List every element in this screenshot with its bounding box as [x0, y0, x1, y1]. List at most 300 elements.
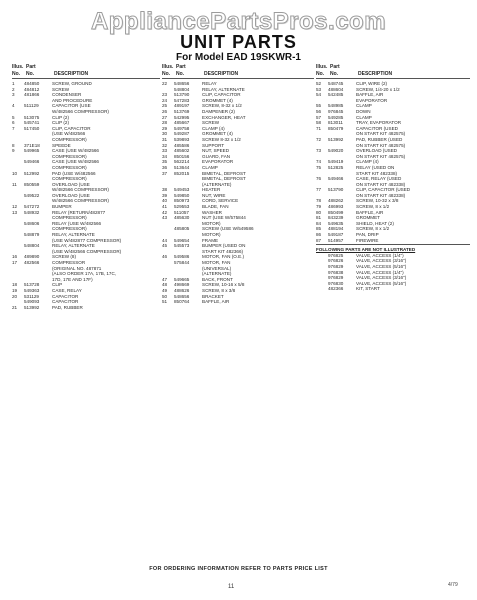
illus-number: 29	[162, 125, 168, 131]
parts-row	[316, 286, 470, 292]
part-description: DOWN	[356, 108, 371, 114]
part-number: 549466	[328, 176, 344, 182]
part-description: BAFFLE, AIR	[356, 92, 384, 98]
part-number: 539893	[174, 136, 190, 142]
part-number: 512992	[24, 170, 40, 176]
part-description: CLIP, CAPACITOR	[52, 125, 91, 131]
part-description: CORD, SERVICE	[202, 198, 239, 204]
illus-number: 73	[316, 148, 322, 154]
part-description: COMPRESSOR)	[52, 226, 87, 232]
illus-number: 48	[162, 282, 168, 288]
part-description: RELAY (USE W/482566	[52, 220, 102, 226]
part-number: 485805	[174, 226, 190, 232]
part-description: SCREW, 10-32 x 3/8	[356, 198, 399, 204]
header-part: Part	[176, 64, 186, 70]
part-number: 486993	[328, 204, 344, 210]
part-number: 485630	[174, 215, 190, 221]
part-description: W/482566 COMPRESSOR)	[52, 198, 109, 204]
illus-number: 40	[162, 198, 168, 204]
part-number: 976845	[328, 108, 344, 114]
illus-number: 9	[12, 148, 15, 154]
illus-number: 52	[316, 81, 322, 86]
illus-number: 11	[12, 181, 17, 187]
part-description: OVERLOAD (USE	[52, 181, 90, 187]
parts-list	[12, 81, 160, 310]
part-description: SCREW (8)	[52, 254, 76, 260]
part-description: ON START KIT 482575)	[356, 142, 406, 148]
header-illus: Illus.	[162, 64, 174, 70]
part-description: SCREW, 8 x 1/2	[356, 226, 390, 232]
part-description: CASE (USE W/482566	[52, 148, 99, 154]
illus-number: 51	[162, 299, 168, 305]
part-number: 514957	[328, 237, 344, 243]
part-number: 488604	[328, 86, 344, 92]
part-description: SCREW (USE W/549586	[202, 226, 254, 232]
watermark-logo: AppliancePartsPros.com	[90, 8, 387, 35]
part-number: 481866	[24, 92, 40, 98]
illus-number: 22	[162, 81, 168, 86]
part-description: BLADE, FAN	[202, 204, 229, 210]
header-part-no: No.	[330, 71, 339, 77]
part-description: COMPRESSOR	[52, 260, 86, 265]
illus-number: 3	[12, 92, 15, 98]
part-description: CASE, RELAY (USED	[356, 176, 402, 182]
illus-number: 13	[12, 209, 18, 215]
part-description: TRAY, EVAPORATOR	[356, 120, 402, 126]
part-description: FIREWIRE	[356, 237, 379, 243]
part-description: CAPACITOR (USE	[52, 103, 91, 109]
part-number: 547283	[174, 97, 190, 103]
part-description: CLIP (2)	[52, 120, 70, 126]
illus-number: 31	[162, 136, 168, 142]
part-description: NUT (USE W/575844	[202, 215, 246, 221]
part-description: SCREW, 8 x 1/2	[356, 204, 390, 210]
part-number: 547272	[24, 204, 40, 210]
part-description: CAPACITOR (USED	[356, 125, 398, 131]
part-description: PAN, DRIP	[356, 232, 379, 238]
header-description: DESCRIPTION	[358, 71, 393, 77]
part-description: (UNIVERSAL)	[202, 265, 232, 271]
part-description: RELAY, ALTERNATE	[52, 232, 95, 238]
part-number: 545573	[174, 243, 190, 249]
illus-number: 47	[162, 276, 168, 282]
part-number: 549635	[328, 220, 344, 226]
part-description: RELAY	[202, 81, 217, 86]
part-number: 545741	[24, 120, 40, 126]
part-number: 549285	[328, 114, 344, 120]
illus-number: 2	[12, 86, 15, 92]
part-number: 976829	[328, 275, 344, 281]
part-number: 511057	[174, 209, 189, 215]
part-description: VALVE, ACCESS (3/16")	[356, 275, 407, 281]
header-illus: Illus.	[316, 64, 328, 70]
part-number: 513790	[174, 92, 190, 98]
part-description: NUT, SPEED	[202, 148, 230, 154]
illus-number: 26	[162, 108, 168, 114]
part-description: KIT, START	[356, 286, 380, 292]
part-number: 513790	[328, 187, 344, 193]
illus-number: 6	[12, 120, 15, 126]
part-description: VALVE, ACCESS (3/16")	[356, 258, 407, 264]
part-number: 531129	[24, 293, 39, 299]
column-header	[316, 62, 470, 79]
illus-number: 41	[162, 204, 168, 210]
part-number: 488194	[328, 226, 344, 232]
illus-number: 7	[12, 125, 15, 131]
parts-list	[316, 81, 470, 243]
part-description: (USE W/482566 COMPRESSOR)	[52, 248, 122, 254]
part-description: PAD (USE W/482566	[52, 170, 96, 176]
illus-number: 56	[316, 108, 322, 114]
illus-number: 4	[12, 103, 15, 109]
part-description: FRAME	[202, 237, 219, 243]
illus-number: 80	[316, 209, 322, 215]
part-number: 549965	[24, 148, 40, 154]
illus-number: 20	[12, 293, 18, 299]
illus-number: 18	[12, 282, 18, 288]
illus-number: 46	[162, 254, 168, 260]
header-illus: Illus.	[12, 64, 24, 70]
illus-number: 71	[316, 125, 322, 131]
part-number: 549093	[24, 299, 40, 305]
parts-row	[162, 299, 314, 305]
part-description: OVERLOAD (USED	[356, 148, 398, 154]
header-description: DESCRIPTION	[204, 71, 239, 77]
illus-number: 54	[316, 92, 322, 98]
part-description: CASE (USE W/482566	[52, 159, 99, 165]
part-description: (ALSO ORDER 17A, 17B, 17C,	[52, 271, 117, 277]
part-description: GROMMET	[356, 215, 380, 221]
illus-number: 33	[162, 148, 168, 154]
part-number: 513075	[24, 114, 40, 120]
part-description: SCREW, GROUND	[52, 81, 92, 86]
part-number: 549363	[24, 287, 40, 293]
part-description: GROMMET (4)	[202, 131, 233, 137]
part-number: 548606	[24, 220, 40, 226]
header-no: No.	[12, 71, 21, 77]
part-description: MOTOR)	[202, 232, 221, 238]
part-description: PAD, RUBBER	[52, 304, 83, 310]
part-description: RELAY (RETURN/482877	[52, 209, 106, 215]
part-description: CLIP (2)	[52, 114, 70, 120]
part-number: 976838	[328, 269, 344, 275]
page-code: 4/79	[448, 582, 458, 588]
part-description: COMPRESSOR)	[52, 153, 87, 159]
part-description: SUPPORT	[202, 142, 225, 148]
column-header	[12, 62, 160, 79]
part-number: 513992	[328, 136, 344, 142]
ordering-note: FOR ORDERING INFORMATION REFER TO PARTS PRICE LIST	[149, 566, 328, 572]
part-description: W/482566 COMPRESSOR)	[52, 108, 109, 114]
illus-number: 72	[316, 136, 322, 142]
part-description: CLAMP	[356, 103, 372, 109]
illus-number: 76	[316, 176, 322, 182]
part-description: WASHER	[202, 209, 222, 215]
part-number: 498669	[174, 282, 190, 288]
illus-number: 85	[316, 226, 322, 232]
header-description: DESCRIPTION	[54, 71, 89, 77]
part-description: COMPRESSOR)	[52, 164, 87, 170]
header-no: No.	[316, 71, 325, 77]
section-divider	[316, 244, 470, 245]
illus-number: 39	[162, 192, 168, 198]
illus-number: 86	[316, 232, 322, 238]
part-description: CLIP	[52, 282, 63, 288]
part-description: BIMETAL, DEFROST	[202, 170, 246, 176]
part-number: 549586	[174, 254, 190, 260]
illus-number: 36	[162, 164, 168, 170]
illus-number: 75	[316, 164, 322, 170]
illus-number: 35	[162, 159, 168, 165]
part-number: 511129	[24, 103, 39, 109]
part-description: VALVE, ACCESS (1/4")	[356, 252, 404, 258]
part-number: 549850	[174, 192, 190, 198]
illus-number: 19	[12, 287, 18, 293]
illus-number: 55	[316, 103, 322, 109]
part-description: SCREW 8-32 x 1/2	[202, 136, 241, 142]
part-number: 549419	[328, 159, 344, 165]
part-description: (ALTERNATE)	[202, 271, 232, 277]
not-illustrated-heading: FOLLOWING PARTS ARE NOT ILLUSTRATED	[316, 247, 416, 253]
part-number: 513992	[24, 304, 40, 310]
part-description: SCREW, 8 x 3/8	[202, 287, 236, 293]
illus-number: 24	[162, 97, 168, 103]
part-description: BACK, FRONT	[202, 276, 233, 282]
illus-number: 38	[162, 187, 168, 193]
part-description: CLAMP (4)	[356, 159, 379, 165]
part-description: RELAY, ALTERNATE	[52, 243, 95, 249]
part-description: VALVE, ACCESS (5/16")	[356, 280, 407, 286]
illus-number: 77	[316, 187, 322, 193]
part-number: 549287	[174, 131, 190, 137]
part-number: 548879	[24, 232, 40, 238]
part-description: CONDENSER	[52, 92, 82, 98]
parts-column-2	[162, 62, 314, 562]
part-number: 489197	[174, 103, 190, 109]
part-number: 548985	[328, 103, 344, 109]
part-description: CAPACITOR	[52, 293, 79, 299]
part-number: 852015	[174, 170, 190, 176]
part-number: 517450	[24, 125, 40, 131]
illus-number: 30	[162, 131, 168, 137]
part-description: OVERLOAD (USE	[52, 192, 90, 198]
part-number: 850479	[328, 125, 344, 131]
illus-number: 32	[162, 142, 168, 148]
part-description: ON START KIT 482338)	[356, 192, 406, 198]
part-description: SHIELD, HEAT (2)	[356, 220, 394, 226]
part-number: 548656	[174, 81, 190, 86]
illus-number	[316, 286, 328, 292]
part-number: 549654	[174, 237, 190, 243]
illus-number: 10	[12, 170, 18, 176]
header-part: Part	[330, 64, 340, 70]
part-number: 489890	[24, 254, 40, 260]
part-number: 562214	[174, 159, 190, 165]
illus-number: 16	[12, 254, 18, 260]
part-number: 850764	[174, 299, 190, 305]
part-description: CLAMP	[356, 114, 372, 120]
page-title: UNIT PARTS	[180, 32, 297, 52]
parts-column-3	[316, 62, 470, 562]
part-description: EVAPORATOR	[202, 159, 234, 165]
part-description: W/482566 COMPRESSOR)	[52, 187, 109, 193]
part-description: START KIT 482338)	[356, 170, 398, 176]
part-description: CLIP, CAPACITOR	[202, 92, 241, 98]
part-description: BAFFLE, AIR	[356, 209, 384, 215]
illus-number: 58	[316, 120, 322, 126]
header-part: Part	[26, 64, 36, 70]
part-number: 548932	[24, 209, 40, 215]
illus-number: 25	[162, 103, 168, 109]
part-description: SCREW, 1/4-20 x 1/2	[356, 86, 400, 92]
illus-number: 74	[316, 159, 322, 165]
part-number: 482366	[328, 286, 344, 292]
part-number: 549665	[174, 276, 190, 282]
part-number: 484812	[24, 86, 40, 92]
illus-number: 81	[316, 215, 322, 221]
illus-number: 21	[12, 304, 18, 310]
part-number: 371E18	[24, 142, 40, 148]
part-number: 548656	[174, 293, 190, 299]
part-number: 488626	[174, 287, 190, 293]
part-number: 976830	[328, 280, 344, 286]
part-description: CAPACITOR	[52, 299, 79, 305]
part-number: 850156	[174, 153, 190, 159]
part-number: 485586	[174, 142, 190, 148]
illus-number: 28	[162, 120, 168, 126]
part-description: GUARD, FAN	[202, 153, 231, 159]
illus-number: 57	[316, 114, 322, 120]
part-number: 813011	[328, 120, 343, 126]
part-number: 513769	[174, 108, 190, 114]
illus-number: 50	[162, 293, 168, 299]
illus-number: 79	[316, 204, 322, 210]
parts-columns	[12, 62, 470, 562]
illus-number: 49	[162, 287, 168, 293]
part-number: 513644	[174, 164, 190, 170]
part-number: 575844	[174, 260, 190, 265]
part-number: 549466	[24, 159, 40, 165]
part-description: MOTOR)	[202, 220, 221, 226]
part-number: 485667	[174, 120, 190, 126]
part-description: PAD, RUBBER (USED	[356, 136, 403, 142]
parts-row	[316, 238, 470, 244]
not-illustrated-list	[316, 253, 470, 292]
part-description: SPEEDE	[52, 142, 71, 148]
part-number: 850973	[174, 198, 190, 204]
part-description: BAFFLE, AIR	[202, 299, 230, 305]
parts-list	[162, 81, 314, 305]
part-description: CLAMP	[202, 164, 218, 170]
illus-number: 34	[162, 153, 168, 159]
part-description: COMPRESSOR)	[52, 176, 87, 182]
part-description: (USE W/482566	[52, 131, 86, 137]
part-number: 488262	[328, 198, 344, 204]
part-number: 850559	[24, 181, 40, 187]
part-number: 482566	[24, 260, 40, 265]
part-description: CLIP, WIRE (2)	[356, 81, 388, 86]
header-no: No.	[162, 71, 171, 77]
part-description: (ORIGINAL NO. 487871	[52, 265, 102, 271]
part-number: 485602	[174, 148, 190, 154]
part-description: BIMETAL, DEFROST	[202, 176, 246, 182]
part-number: 549187	[328, 232, 344, 238]
illus-number: 44	[162, 237, 168, 243]
illus-number: 87	[316, 237, 322, 243]
part-number: 549758	[174, 125, 190, 131]
part-number: 843239	[328, 215, 344, 221]
part-description: BUMPER (USED ON	[202, 243, 246, 249]
page-number: 11	[228, 584, 235, 590]
illus-number: 1	[12, 81, 15, 86]
part-description: MOTOR, FAN	[202, 260, 231, 265]
illus-number: 45	[162, 243, 168, 249]
part-description: SCREW	[202, 120, 220, 126]
part-number: 976826	[328, 258, 344, 264]
parts-column-1	[12, 62, 160, 562]
part-number: 512825	[328, 164, 344, 170]
part-number: 513728	[24, 282, 40, 288]
part-number: 548804	[24, 243, 40, 249]
part-number: 549020	[328, 148, 344, 154]
part-description: GROMMET (4)	[202, 97, 233, 103]
part-number: 548745	[328, 81, 344, 86]
part-description: (ALTERNATE)	[202, 181, 232, 187]
part-description: MOTOR, FAN (O.E.)	[202, 254, 245, 260]
illus-number: 37	[162, 170, 168, 176]
part-description: RELAY (USED ON	[356, 164, 395, 170]
illus-number: 17	[12, 260, 18, 265]
column-header	[162, 62, 314, 79]
part-number: 542995	[174, 114, 190, 120]
part-description: SCREW	[52, 86, 70, 92]
part-description: COMPRESSOR)	[52, 136, 87, 142]
part-description: (USE W/482877 COMPRESSOR)	[52, 237, 122, 243]
part-description: HEATER	[202, 187, 221, 193]
header-part-no: No.	[26, 71, 35, 77]
part-description: EXCHANGER, HEAT	[202, 114, 246, 120]
part-description: START KIT 482366)	[202, 248, 244, 254]
part-description: AND PROCEDURE	[52, 97, 93, 103]
part-description: DAMPENER (2)	[202, 108, 235, 114]
part-description: BRACKET	[202, 293, 224, 299]
part-number: 529553	[174, 204, 190, 210]
part-description: ON START KIT 482575)	[356, 153, 406, 159]
part-number: 976825	[328, 252, 344, 258]
illus-number: 84	[316, 220, 322, 226]
illus-number: 5	[12, 114, 15, 120]
part-number: 542485	[328, 92, 344, 98]
part-number: 976829	[328, 264, 344, 269]
illus-number: 8	[12, 142, 15, 148]
part-number: 484850	[24, 81, 40, 86]
part-description: VALVE, ACCESS (5/16")	[356, 264, 407, 269]
part-description: VALVE, ACCESS (1/4")	[356, 269, 404, 275]
part-description: BUMPER	[52, 204, 72, 210]
part-description: SCREW, 8-32 x 1/2	[202, 103, 242, 109]
part-number: 850499	[328, 209, 344, 215]
part-description: COMPRESSOR)	[52, 215, 87, 221]
part-description: SCREW, 10-16 x 5/8	[202, 282, 245, 288]
illus-number: 78	[316, 198, 322, 204]
model-subtitle: For Model EAD 19SKWR-1	[175, 52, 301, 63]
illus-number: 23	[162, 92, 168, 98]
part-description: ON START KIT 482338)	[356, 181, 406, 187]
part-number: 549522	[24, 192, 40, 198]
parts-row	[12, 305, 160, 311]
illus-number: 27	[162, 114, 168, 120]
part-description: RELAY, ALTERNATE	[202, 86, 245, 92]
